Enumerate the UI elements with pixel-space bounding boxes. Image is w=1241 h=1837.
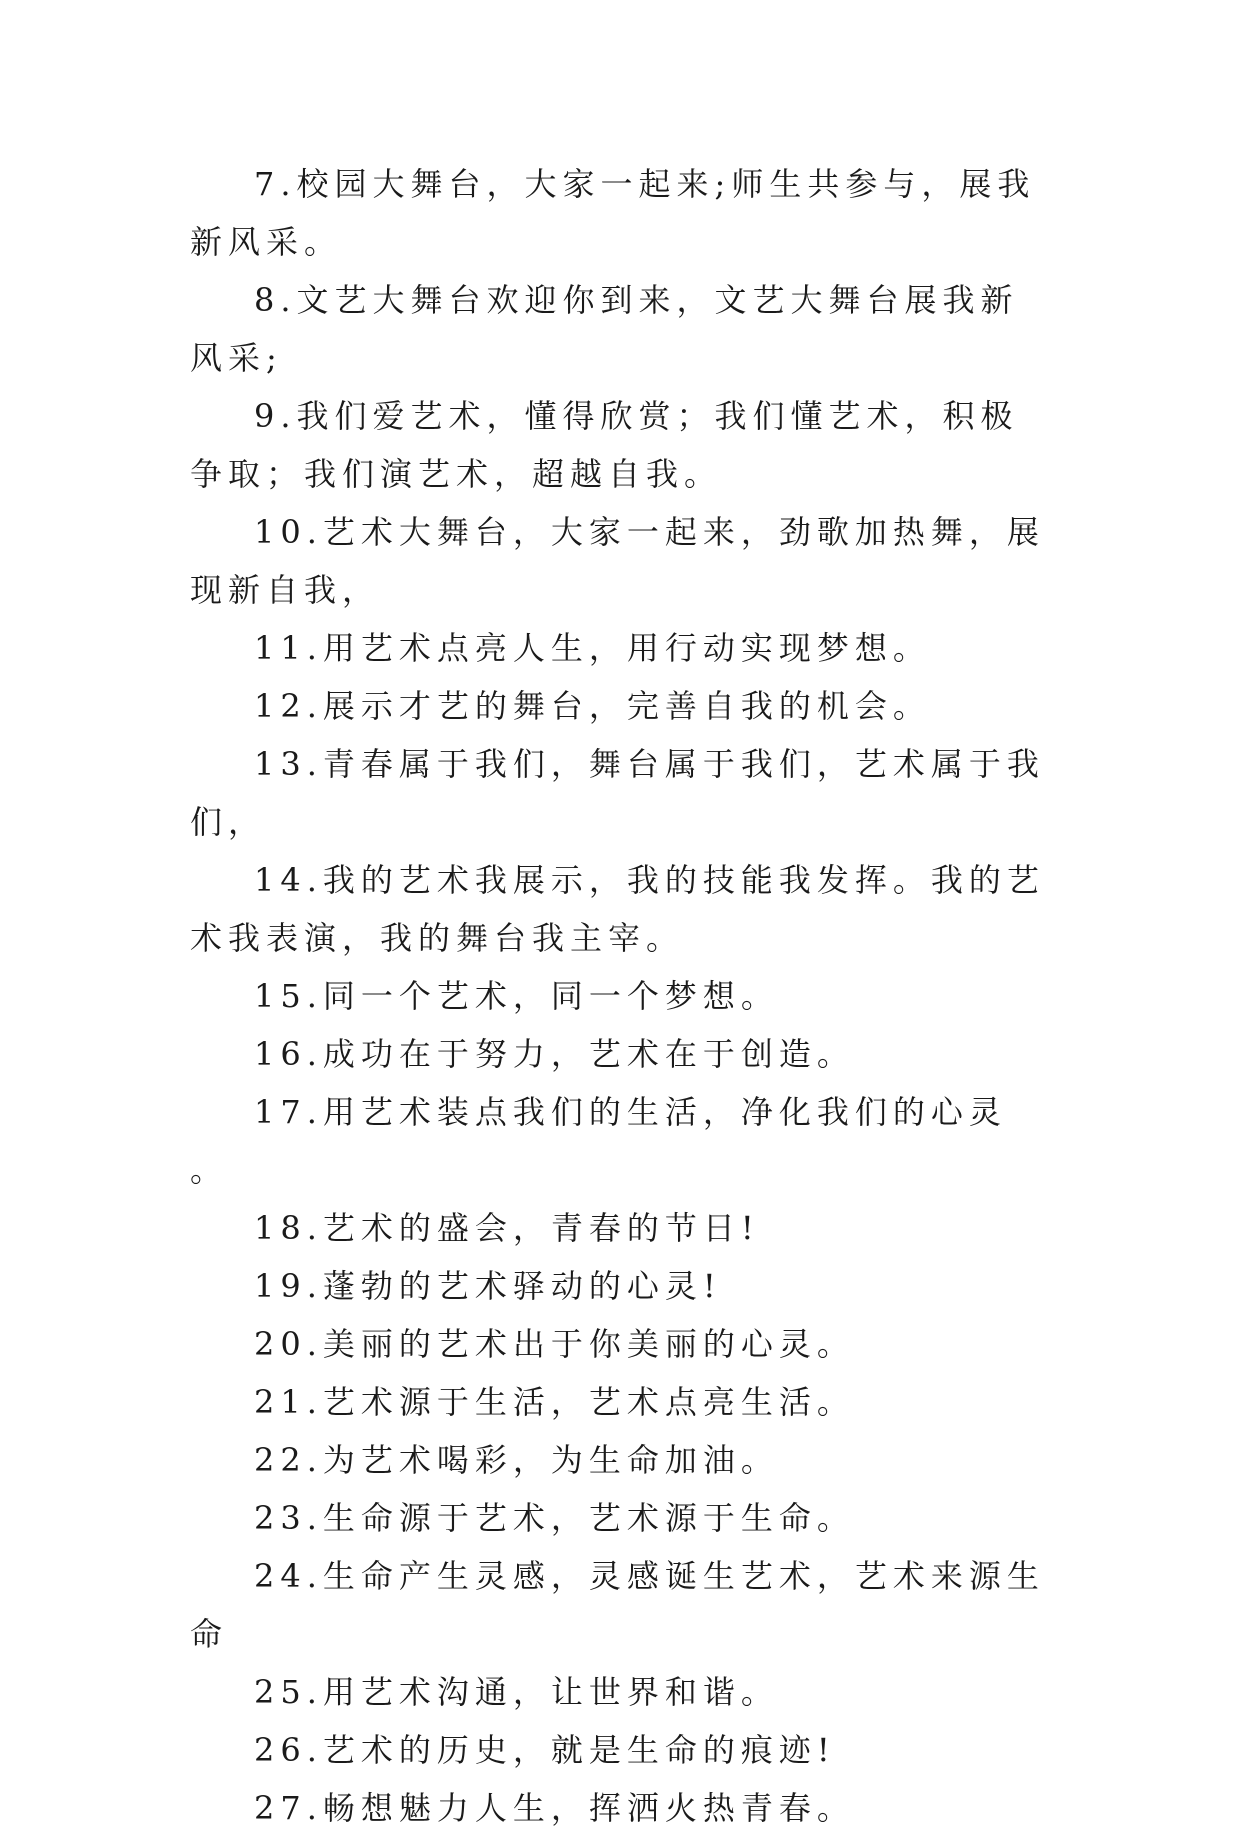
paragraph-10: 10.艺术大舞台，大家一起来，劲歌加热舞，展现新自我，: [190, 513, 1045, 609]
paragraph-26: 26.艺术的历史，就是生命的痕迹!: [254, 1731, 836, 1769]
paragraph-11: 11.用艺术点亮人生，用行动实现梦想。: [254, 629, 931, 667]
paragraph-24: 24.生命产生灵感，灵感诞生艺术，艺术来源生命: [190, 1557, 1045, 1653]
document-body: [190, 155, 1050, 1837]
paragraph-21: 21.艺术源于生活，艺术点亮生活。: [254, 1383, 855, 1421]
paragraph-23: 23.生命源于艺术，艺术源于生命。: [254, 1499, 855, 1537]
paragraph-25: 25.用艺术沟通，让世界和谐。: [254, 1673, 779, 1711]
paragraph-22: 22.为艺术喝彩，为生命加油。: [254, 1441, 779, 1479]
paragraph-18: 18.艺术的盛会，青春的节日!: [254, 1209, 760, 1247]
paragraph-7: 7.校园大舞台，大家一起来;师生共参与，展我新风采。: [190, 165, 1036, 261]
paragraph-12: 12.展示才艺的舞台，完善自我的机会。: [254, 687, 931, 725]
paragraph-15: 15.同一个艺术，同一个梦想。: [254, 977, 779, 1015]
paragraph-27: 27.畅想魅力人生，挥洒火热青春。: [254, 1789, 855, 1827]
paragraph-13: 13.青春属于我们，舞台属于我们，艺术属于我们，: [190, 745, 1045, 841]
paragraph-19: 19.蓬勃的艺术驿动的心灵!: [254, 1267, 722, 1305]
paragraph-17: 17.用艺术装点我们的生活，净化我们的心灵 。: [190, 1093, 1007, 1189]
paragraph-16: 16.成功在于努力，艺术在于创造。: [254, 1035, 855, 1073]
paragraph-14: 14.我的艺术我展示，我的技能我发挥。我的艺术我表演，我的舞台我主宰。: [190, 861, 1045, 957]
paragraph-20: 20.美丽的艺术出于你美丽的心灵。: [254, 1325, 855, 1363]
paragraph-9: 9.我们爱艺术，懂得欣赏；我们懂艺术，积极争取；我们演艺术，超越自我。: [190, 397, 1019, 493]
paragraph-8: 8.文艺大舞台欢迎你到来，文艺大舞台展我新风采;: [190, 281, 1019, 377]
